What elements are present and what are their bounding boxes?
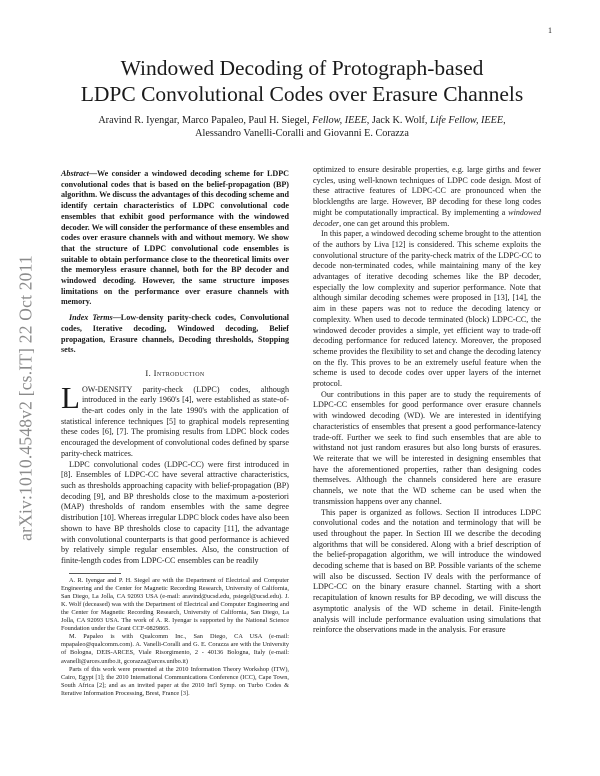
abstract-label: Abstract — [61, 169, 89, 178]
section-number: I. — [145, 367, 154, 378]
windowed-decoder-emphasis: windowed decoder — [313, 207, 541, 228]
author-list — [64, 114, 540, 140]
authors-line-2: Alessandro Vanelli-Coralli and Giovanni E. Corazza — [195, 128, 409, 139]
section-title: Introduction — [153, 367, 205, 378]
right-column — [313, 165, 541, 636]
drop-cap: L — [61, 379, 80, 415]
paper-title — [64, 55, 540, 107]
authors-names-b: , Jack K. Wolf, — [366, 115, 431, 126]
index-terms-label: Index Terms — [69, 313, 113, 323]
footnote-presentations: Parts of this work were presented at the 2010 Information Theory Workshop (ITW), Cairo, Egypt [1]; the 2010 International Communications Conference (ICC), Cape Town, South Africa [2]; and as an invited paper at the 2010 Int'l Symp. on Turbo Codes & Iterative Information Processing, Brest, France [3]. — [61, 665, 289, 697]
right-paragraph-2: In this paper, a windowed decoding scheme brought to the attention of the authors by Liva [12] is considered. This scheme exploits the convolutional structure of the parity-check matrix of the LDPC-CC to decode non-terminated codes, while maintaining many of the key advantages of iterative decoding schemes like the BP decoder, especially the low complexity and superior performance. Note that although similar decoding schemes were proposed in [13], [14], the aim in these papers was not to reduce the decoding latency or complexity. When used to decode terminated (block) LDPC-CC, the windowed decoder provides a simple, yet efficient way to trade-off decoding performance for reduced latency. Moreover, the proposed scheme provides the flexibility to set and change the decoding latency on the fly. This proves to be an extremely useful feature when the scheme is used to decode codes over upper layers of the internet protocol. — [313, 229, 541, 389]
arxiv-id: arXiv:1010.4548v2 [cs.IT] 22 Oct 2011 — [15, 255, 36, 541]
intro-lead-word: OW-DENSITY — [81, 384, 133, 394]
index-terms-text: —Low-density parity-check codes, Convolutional codes, Iterative decoding, Windowed decoding, Belief propagation, Erasure channels, Decoding thresholds, Stopping sets. — [61, 313, 289, 355]
title-line-2: LDPC Convolutional Codes over Erasure Channels — [80, 82, 524, 106]
authors-names-a: Aravind R. Iyengar, Marco Papaleo, Paul H. Siegel, — [98, 115, 313, 126]
author-life-fellow-title: Life Fellow, IEEE — [430, 115, 504, 126]
author-fellow-title: Fellow, IEEE — [312, 115, 367, 126]
intro-paragraph-1 — [61, 379, 289, 460]
abstract — [61, 169, 289, 308]
authors-line-1 — [64, 114, 540, 127]
section-heading — [61, 368, 289, 379]
right-paragraph-3: Our contributions in this paper are to study the requirements of LDPC-CC ensembles for good performance over erasure channels with windowed decoding (WD). We are interested in identifying characteristics of ensembles that present a good performance-latency trade-off. Further we seek to find such ensembles that are able to withstand not just random erasures but also long bursts of erasures. We reiterate that we will be interested in designing ensembles that have the aforementioned properties, rather than designing codes themselves. Although the channels considered here are erasure channels, we note that the WD scheme can be used when the transmission happens over any channel. — [313, 389, 541, 506]
page-number: 1 — [548, 26, 552, 35]
right-paragraph-1-text: optimized to ensure desirable properties, e.g. large girths and fewer cycles, using well-known techniques of LDPC code design. Most of these attractive features of LDPC-CC are pronounced when the blocklengths are large. However, BP decoding for these long codes might be computationally impractical. By implementing a — [313, 165, 541, 217]
index-terms — [61, 313, 289, 356]
footnotes — [61, 577, 289, 698]
right-paragraph-4: This paper is organized as follows. Section II introduces LDPC convolutional codes and the notation and terminology that will be used throughout the paper. In Section III we describe the decoding algorithms that will be considered. Along with a brief description of the belief-propagation algorithm, we will introduce the windowed decoding scheme that is based on BP. Possible variants of the scheme will also be discussed. Section IV deals with the performance of LDPC-CC on the binary erasure channel. Starting with a short recapitulation of known results for BP decoding, we will discuss the asymptotic analysis of the WD scheme in detail. Finite-length analysis will include performance evaluation using simulations that reinforce the observations made in the analysis. For erasure — [313, 507, 541, 635]
right-paragraph-1 — [313, 165, 541, 229]
intro-paragraph-2: LDPC convolutional codes (LDPC-CC) were first introduced in [8]. Ensembles of LDPC-CC have several attractive characteristics, such as thresholds approaching capacity with belief-propagation (BP) decoding [9], and BP thresholds close to the maximum a-posteriori (MAP) thresholds of random ensembles with the same degree distribution [10]. Whereas irregular LDPC block codes have also been shown to have BP thresholds close to capacity [11], the advantage with convolutional counterparts is that good performance is achieved by relatively simple regular ensembles. Also, the construction of finite-length codes from LDPC-CC ensembles can be readily — [61, 459, 289, 565]
abstract-text: —We consider a windowed decoding scheme for LDPC convolutional codes that is based on the belief-propagation (BP) algorithm. We discuss the advantages of this decoding scheme and identify certain characteristics of LDPC convolutional code ensembles that exhibit good performance with the windowed decoder. We will consider the performance of these ensembles and codes over erasure channels with and without memory. We show that the structure of LDPC convolutional code ensembles is suitable to obtain performance close to the theoretical limits over the memoryless erasure channel, both for the BP decoder and windowed decoding. However, the same structure imposes limitations on the performance over erasure channels with memory. — [61, 169, 289, 307]
footnote-affiliations-2: M. Papaleo is with Qualcomm Inc., San Diego, CA USA (e-mail: mpapaleo@qualcomm.com). A. Vanelli-Coralli and G. E. Corazza are with the University of Bologna, DEIS-ARCES, Viale Risorgimento, 2 - 40136 Bologna, Italy (e-mail: avanelli@arces.unibo.it, gcorazza@arces.unibo.it) — [61, 633, 289, 665]
left-column — [61, 169, 289, 698]
title-line-1: Windowed Decoding of Protograph-based — [120, 56, 484, 80]
footnote-affiliations: A. R. Iyengar and P. H. Siegel are with the Department of Electrical and Computer Engineering and the Center for Magnetic Recording Research, University of California, San Diego, La Jolla, CA 92093 USA (e-mail: aravind@ucsd.edu, psiegel@ucsd.edu). J. K. Wolf (deceased) was with the Department of Electrical and Computer Engineering and the Center for Magnetic Recording Research, University of California, San Diego, La Jolla, CA 92093 USA. The work of A. R. Iyengar is supported by the National Science Foundation under the Grant CCF-0829865. — [61, 576, 289, 633]
footnote-rule — [69, 573, 121, 574]
right-paragraph-1-end: , one can get around this problem. — [339, 218, 450, 228]
intro-paragraph-1-text: parity-check (LDPC) codes, although introduced in the early 1960's [4], were established as state-of-the-art codes only in the late 1990's with the application of statistical inference techniques [5] to graphical models representing these codes [6], [7]. The promising results from LDPC block codes encouraged the development of convolutional codes defined by sparse parity-check matrices. — [61, 384, 289, 458]
authors-line-end: , — [503, 115, 506, 126]
arxiv-watermark — [2, 218, 50, 578]
